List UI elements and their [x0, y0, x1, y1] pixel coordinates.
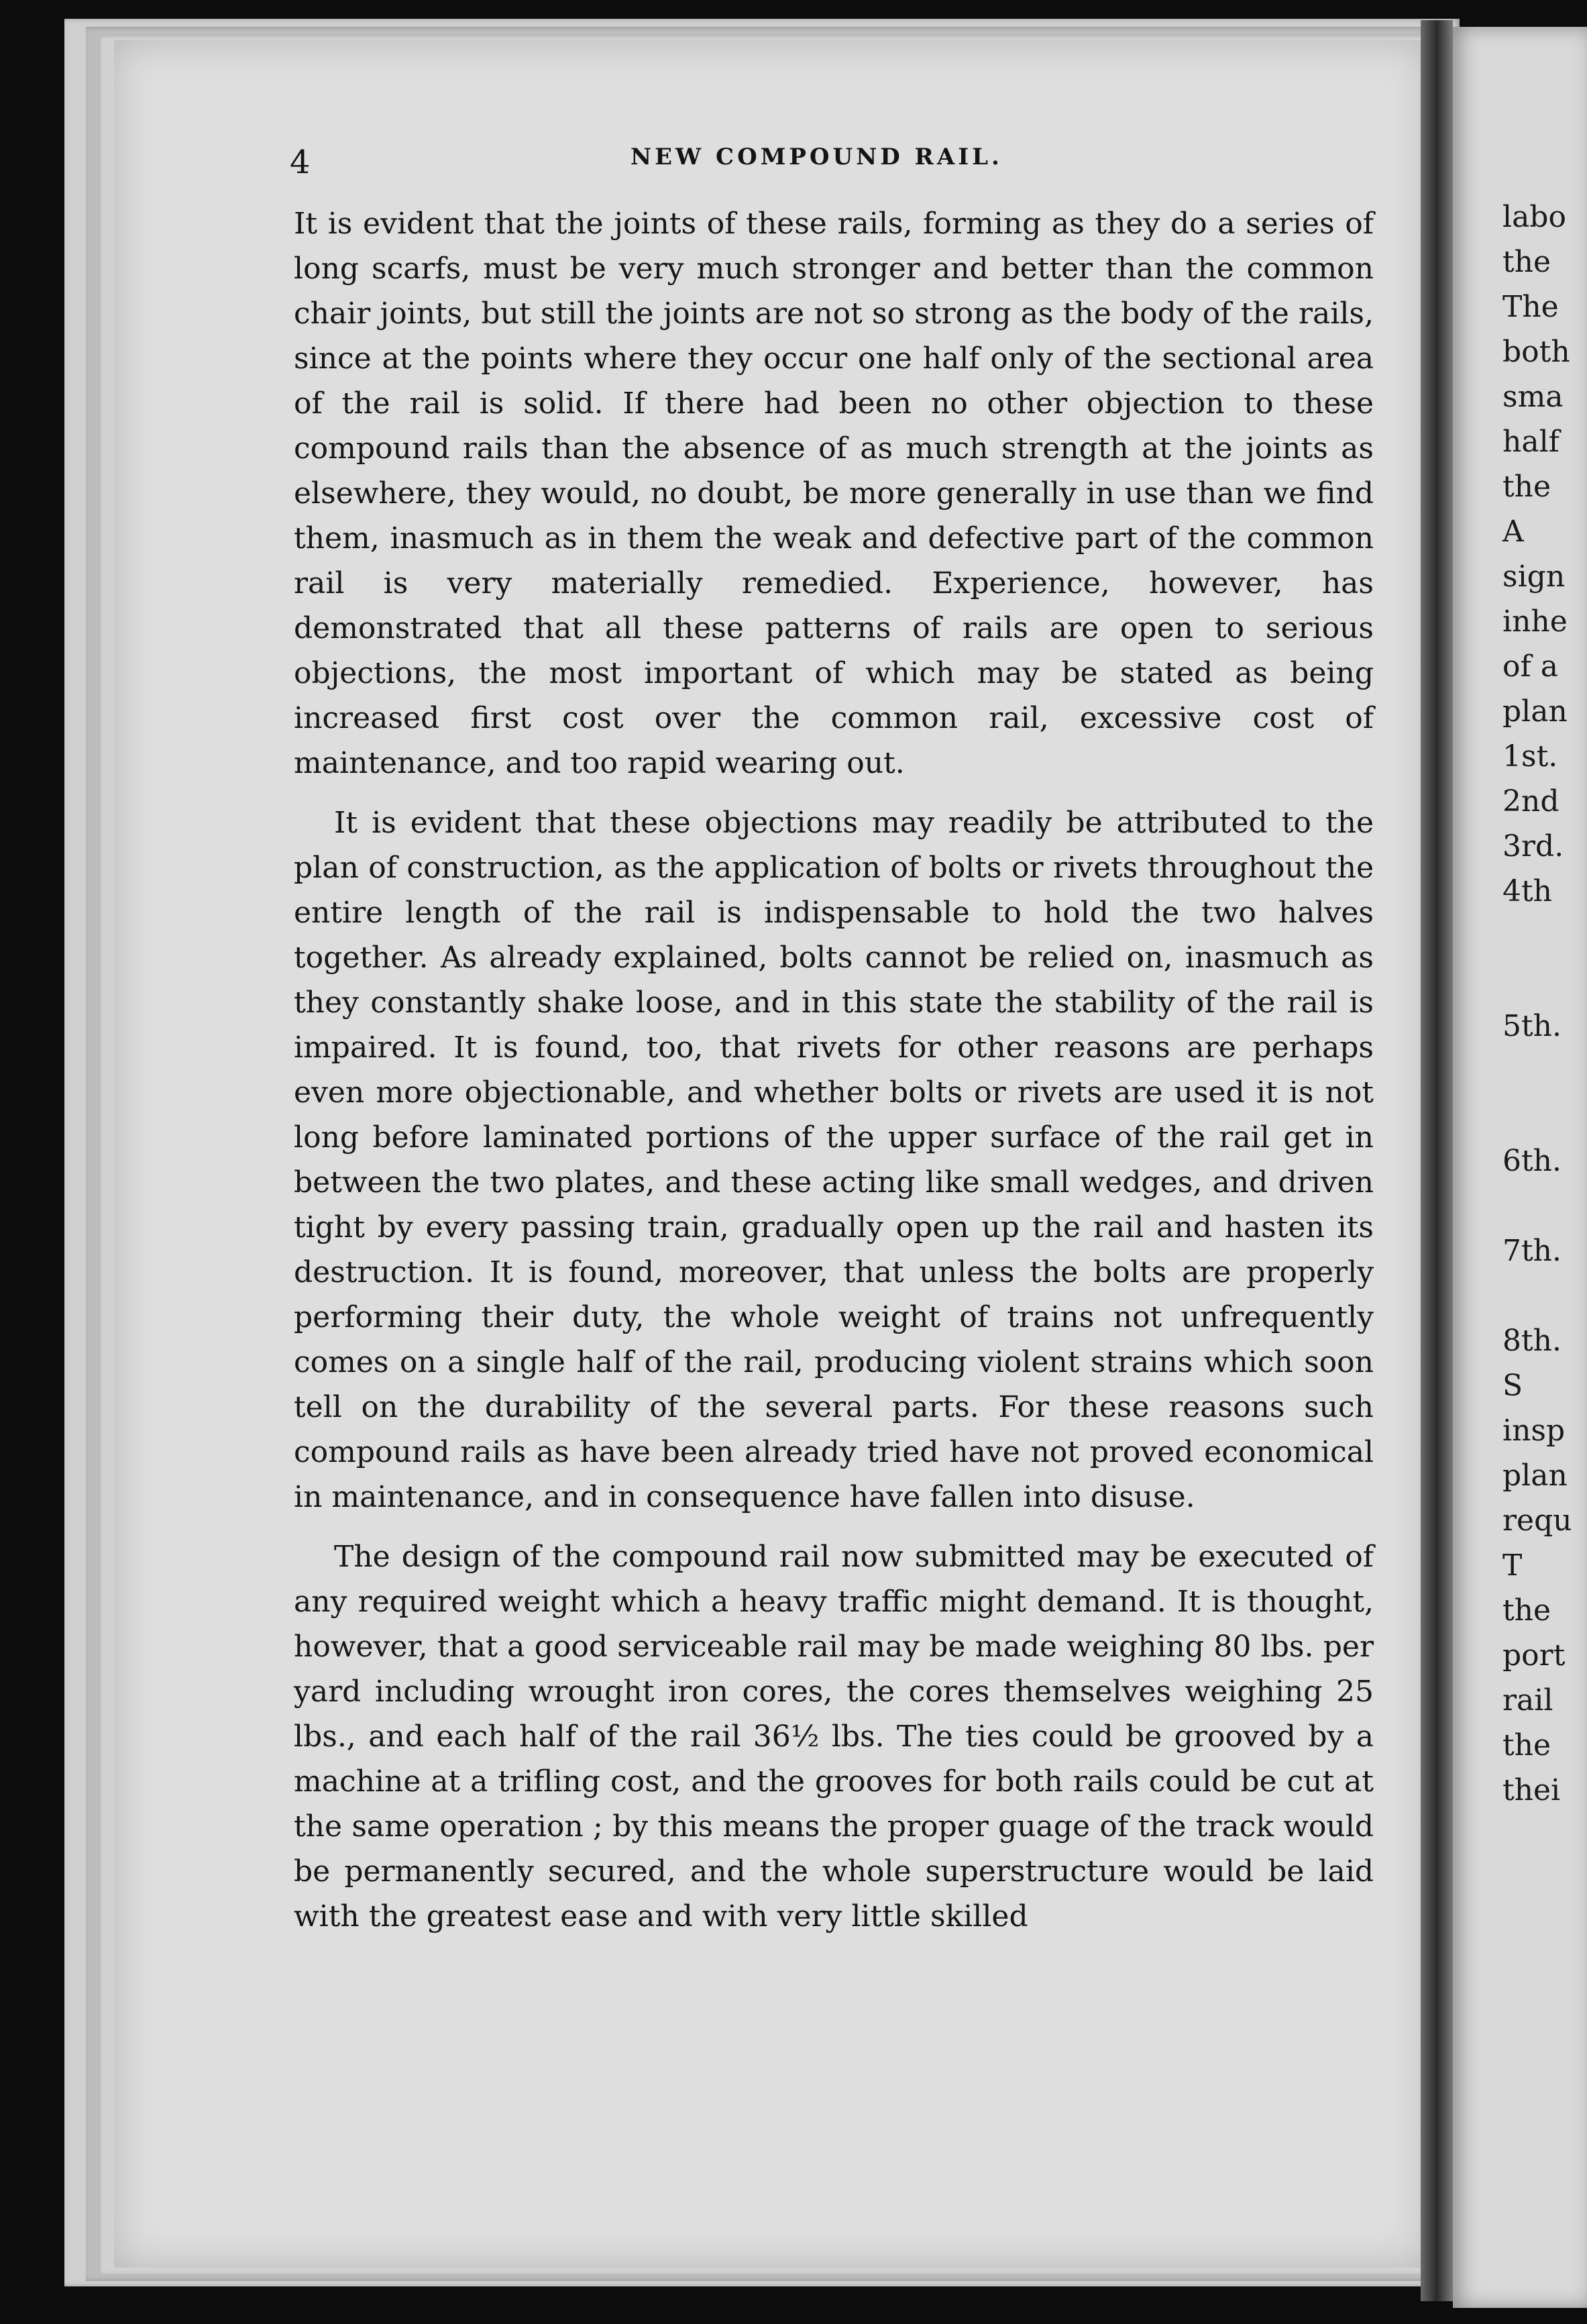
facing-page-fragment: the: [1502, 1593, 1551, 1628]
facing-page-fragment: [1502, 914, 1583, 959]
paragraph: It is evident that these objections may readily be attributed to the plan of construction, as the application of bolts or rivets throughout the entire length of the rail is indispensable to hold the two halves together. As already explained, bolts cannot be relied on, inasmuch as they constantly shake loose, and in this state the stability of the rail is impaired. It is found, too, that rivets for other reasons are perhaps even more objectionable, and whether bolts or rivets are used it is not long before laminated portions of the upper surface of the rail get in between the two plates, and these acting like small wedges, and driven tight by every passing train, gradually open up the rail and hasten its destruction. It is found, moreover, that unless the bolts are properly performing their duty, the whole weight of trains not unfrequently comes on a single half of the rail, producing violent strains which soon tell on the durability of the several parts. For these reasons such compound rails as have been already tried have not proved economical in maintenance, and in consequence have fallen into disuse.: [294, 806, 1374, 1514]
facing-page-fragment: the: [1502, 1728, 1551, 1762]
facing-page-fragment: 8th.: [1502, 1324, 1562, 1358]
body-text: [294, 201, 1374, 1954]
facing-page-fragment: 1st.: [1502, 739, 1558, 774]
facing-page-fragment: 3rd.: [1502, 829, 1564, 863]
facing-page-fragment: thei: [1502, 1773, 1561, 1807]
facing-page-fragment: of a: [1502, 649, 1558, 684]
facing-page-fragment: both: [1502, 335, 1570, 369]
facing-page-fragment: S: [1502, 1369, 1523, 1403]
facing-page-fragment: labo: [1502, 200, 1566, 234]
facing-page-fragment: T: [1502, 1548, 1523, 1583]
facing-page-fragment: 7th.: [1502, 1234, 1562, 1268]
page-number: 4: [290, 144, 311, 181]
facing-page-fragment: [1502, 1094, 1583, 1139]
facing-page-fragment: inhe: [1502, 604, 1568, 639]
facing-page-fragments: [1502, 195, 1583, 1813]
facing-page-fragment: half: [1502, 425, 1559, 459]
paragraph: It is evident that the joints of these rails, forming as they do a series of long scarfs, must be very much stronger and better than the common chair joints, but still the joints are not so strong as the body of the rails, since at the points where they occur one half only of the sectional area of the rail is solid. If there had been no other objection to these compound rails than the absence of as much strength at the joints as elsewhere, they would, no doubt, be more generally in use than we find them, inasmuch as in them the weak and defective part of the common rail is very materially remedied. Experience, however, has demonstrated that all these patterns of rails are open to serious objections, the most important of which may be stated as being increased first cost over the common rail, excessive cost of maintenance, and too rapid wearing out.: [294, 207, 1374, 780]
facing-page-fragment: requ: [1502, 1503, 1572, 1538]
running-head: NEW COMPOUND RAIL.: [631, 144, 1003, 170]
facing-page-fragment: 4th: [1502, 874, 1553, 908]
facing-page-fragment: sma: [1502, 380, 1564, 414]
facing-page-fragment: the: [1502, 470, 1551, 504]
book-gutter: [1421, 20, 1453, 2301]
facing-page-fragment: plan: [1502, 1459, 1568, 1493]
paragraph: The design of the compound rail now submitted may be executed of any required weight which a heavy traffic might demand. It is thought, however, that a good serviceable rail may be made weighing 80 lbs. per yard including wrought iron cores, the cores themselves weighing 25 lbs., and each half of the rail 36½ lbs. The ties could be grooved by a machine at a trifling cost, and the grooves for both rails could be cut at the same operation ; by this means the proper guage of the track would be permanently secured, and the whole superstructure would be laid with the greatest ease and with very little skilled: [294, 1540, 1374, 1934]
facing-page-fragment: sign: [1502, 560, 1566, 594]
facing-page-fragment: rail: [1502, 1683, 1553, 1718]
facing-page-fragment: [1502, 1183, 1583, 1228]
facing-page-fragment: The: [1502, 290, 1559, 324]
facing-page-fragment: 6th.: [1502, 1144, 1562, 1178]
facing-page-fragment: port: [1502, 1638, 1566, 1673]
facing-page-fragment: insp: [1502, 1414, 1566, 1448]
facing-page-fragment: [1502, 1273, 1583, 1318]
facing-page-fragment: [1502, 1049, 1583, 1094]
facing-page-fragment: [1502, 959, 1583, 1004]
facing-page-fragment: plan: [1502, 694, 1568, 729]
facing-page-fragment: 5th.: [1502, 1009, 1562, 1043]
facing-page-fragment: A: [1502, 515, 1524, 549]
facing-page-fragment: the: [1502, 245, 1551, 279]
facing-page-fragment: 2nd: [1502, 784, 1559, 818]
